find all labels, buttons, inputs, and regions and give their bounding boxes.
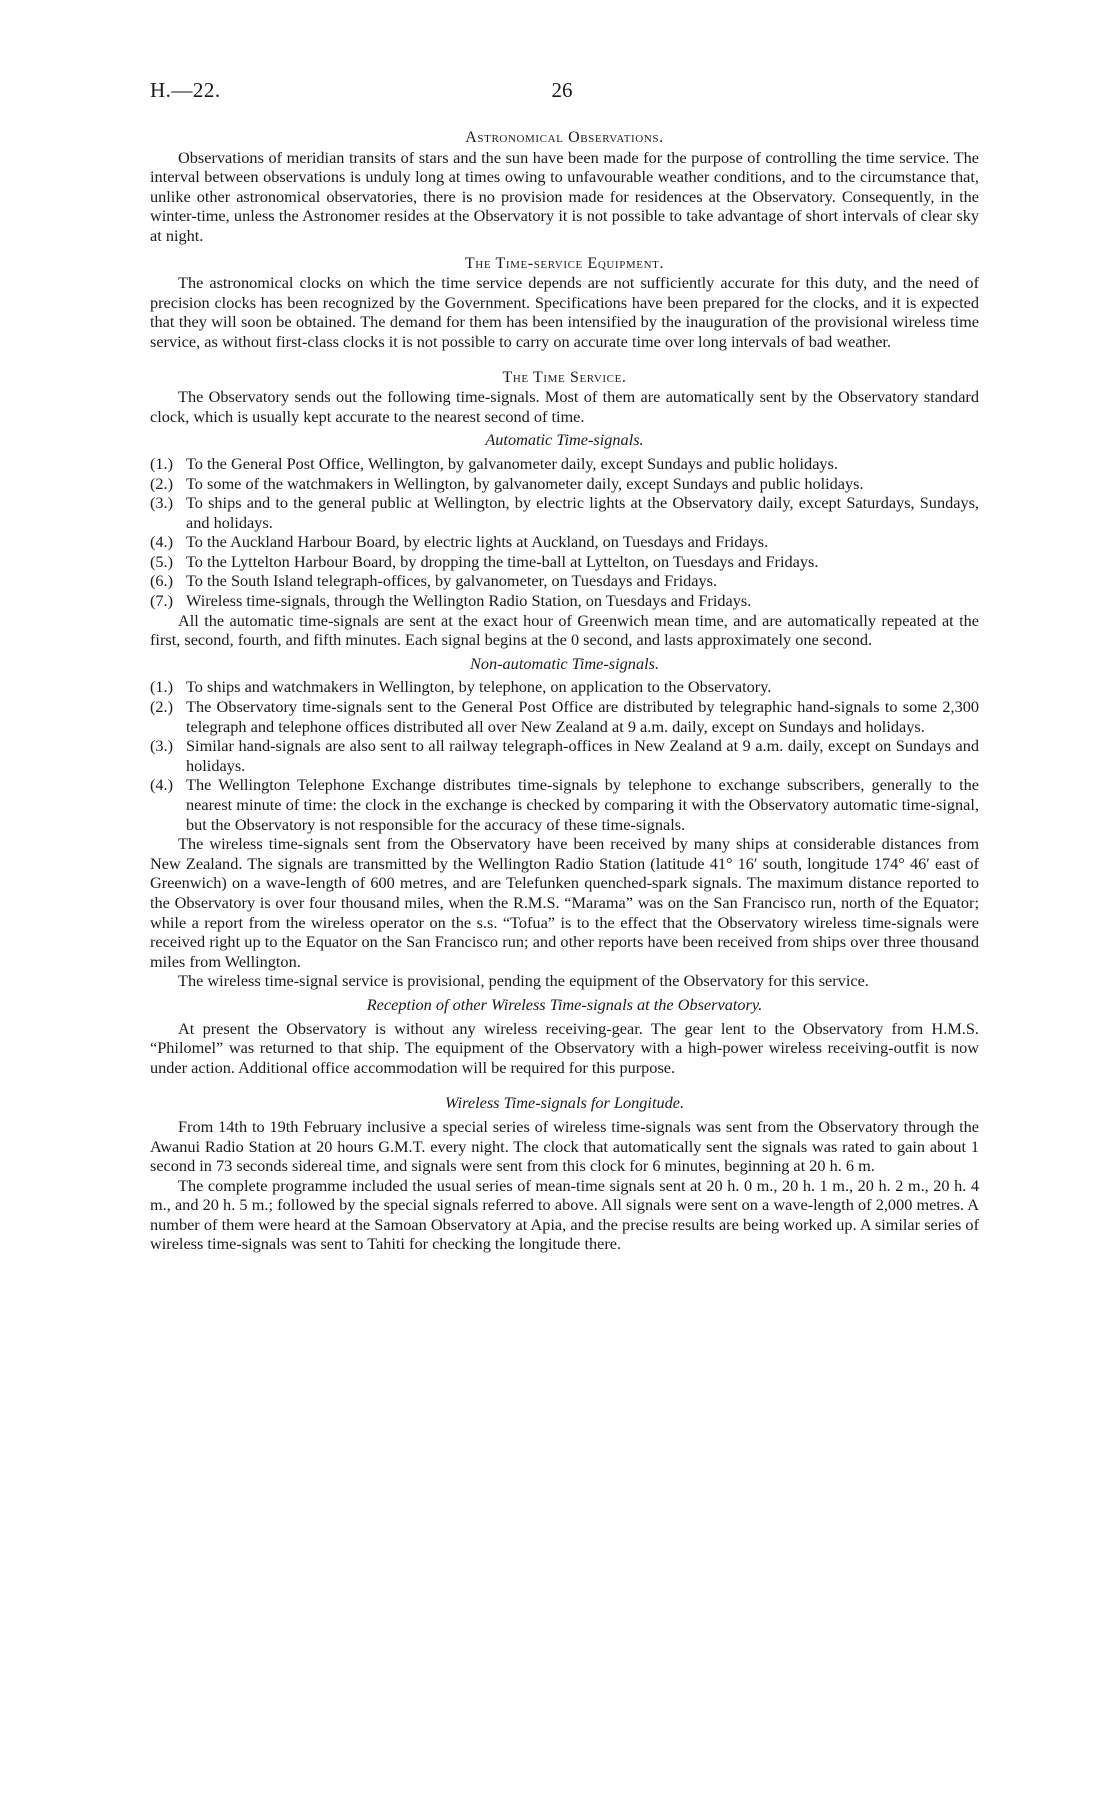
list-item-number: (4.) [150, 775, 174, 795]
list-item-text: To ships and to the general public at Wellington, by electric lights at the Observatory daily, except Saturdays, Sundays, and holidays. [186, 493, 979, 532]
subheading-automatic-time-signals: Automatic Time-signals. [485, 430, 644, 450]
list-item [150, 736, 979, 775]
list-item [150, 775, 979, 834]
list-item [150, 571, 979, 591]
list-item-number: (7.) [150, 591, 174, 611]
paragraph-automatic-closing: All the automatic time-signals are sent at the exact hour of Greenwich mean time, and are automatically repeated at the first, second, fourth, and fifth minutes. Each signal begins at the 0 second, and lasts approximately one second. [150, 610, 979, 650]
list-item-text: The Wellington Telephone Exchange distributes time-signals by telephone to exchange subscribers, generally to the nearest minute of time: the clock in the exchange is checked by comparing it with the Observatory automatic time-signal, but the Observatory is not responsible for the accuracy of these time-signals. [186, 775, 979, 834]
page-number: 26 [551, 78, 573, 102]
list-item-text: Similar hand-signals are also sent to all railway telegraph-offices in New Zealand at 9 a.m. daily, except on Sundays and holidays. [186, 736, 979, 775]
paragraph-wireless-reception-reports: The wireless time-signals sent from the Observatory have been received by many ships at considerable distances from New Zealand. The signals are transmitted by the Wellington Radio Station (latitude 41° 16′ south, longitude 174° 46′ east of Greenwich) on a wave-length of 600 metres, and are Telefunken quenched-spark signals. The maximum distance reported to the Observatory is over four thousand miles, when the R.M.S. “Marama” was on the San Francisco run, north of the Equator; while a report from the wireless operator on the s.s. “Tofua” is to the effect that the Observatory wireless time-signals were received right up to the Equator on the San Francisco run; and other reports have been received from ships over three thousand miles from Wellington. [150, 834, 979, 971]
paragraph-longitude-programme: The complete programme included the usual series of mean-time signals sent at 20 h. 0 m., 20 h. 1 m., 20 h. 2 m., 20 h. 4 m., and 20 h. 5 m.; followed by the special signals referred to above. All signals were sent on a wave-length of 2,000 metres. A number of them were heard at the Samoan Observatory at Apia, and the precise results are being worked up. A similar series of wireless time-signals was sent to Tahiti for checking the longitude there. [150, 1175, 979, 1254]
list-item [150, 532, 979, 552]
section-heading-time-service: The Time Service. [502, 368, 627, 386]
page-header [150, 78, 974, 104]
list-item [150, 677, 979, 697]
subheading-reception-other-signals: Reception of other Wireless Time-signals at the Observatory. [366, 994, 763, 1014]
subheading-wireless-longitude: Wireless Time-signals for Longitude. [444, 1093, 685, 1113]
list-item [150, 697, 979, 736]
list-item [150, 454, 979, 474]
list-item-number: (3.) [150, 493, 174, 513]
list-item [150, 552, 979, 572]
non-automatic-signals-list [150, 677, 979, 834]
paragraph-wireless-provisional: The wireless time-signal service is provisional, pending the equipment of the Observatory for this service. [178, 971, 869, 991]
automatic-signals-list [150, 454, 979, 611]
paragraph-reception: At present the Observatory is without any wireless receiving-gear. The gear lent to the Observatory from H.M.S. “Philomel” was returned to that ship. The equipment of the Observatory with a high-power wireless receiving-outfit is now under action. Additional office accommodation will be required for this purpose. [150, 1018, 979, 1077]
list-item [150, 591, 979, 611]
list-item [150, 474, 979, 494]
list-item-text: To some of the watchmakers in Wellington, by galvanometer daily, except Sundays and public holidays. [186, 473, 864, 493]
list-item-text: To the Auckland Harbour Board, by electric lights at Auckland, on Tuesdays and Fridays. [186, 532, 769, 552]
paragraph-astronomical-observations: Observations of meridian transits of stars and the sun have been made for the purpose of controlling the time service. The interval between observations is unduly long at times owing to unfavourable weather conditions, and to the circumstance that, unlike other astronomical observatories, there is no provision made for residences at the Observatory. Consequently, in the winter-time, unless the Astronomer resides at the Observatory it is not possible to take advantage of short intervals of clear sky at night. [150, 147, 979, 245]
list-item-text: To the South Island telegraph-offices, by galvanometer, on Tuesdays and Fridays. [186, 571, 718, 591]
subheading-non-automatic-time-signals: Non-automatic Time-signals. [469, 653, 660, 673]
list-item-text: To the General Post Office, Wellington, by galvanometer daily, except Sundays and public holidays. [186, 453, 838, 473]
list-item-number: (3.) [150, 736, 174, 756]
list-item-text: To the Lyttelton Harbour Board, by dropping the time-ball at Lyttelton, on Tuesdays and Fridays. [186, 551, 819, 571]
list-item-number: (5.) [150, 551, 174, 571]
paragraph-time-service-equipment: The astronomical clocks on which the time service depends are not sufficiently accurate for this duty, and the need of precision clocks has been recognized by the Government. Specifications have been prepared for the clocks, and it is expected that they will soon be obtained. The demand for them has been intensified by the inauguration of the provisional wireless time service, as without first-class clocks it is not possible to carry on accurate time over long intervals of bad weather. [150, 273, 979, 351]
list-item-number: (6.) [150, 571, 174, 591]
list-item-number: (1.) [150, 453, 174, 473]
section-heading-astronomical-observations: Astronomical Observations. [465, 129, 664, 146]
list-item-number: (4.) [150, 532, 174, 552]
list-item-text: To ships and watchmakers in Wellington, by telephone, on application to the Observatory. [186, 677, 772, 697]
list-item-number: (2.) [150, 697, 174, 717]
list-item-text: The Observatory time-signals sent to the General Post Office are distributed by telegraphic hand-signals to some 2,300 telegraph and telephone offices distributed all over New Zealand at 9 a.m. daily, except on Sundays and holidays. [186, 697, 979, 736]
paragraph-time-service-intro: The Observatory sends out the following time-signals. Most of them are automatically sent by the Observatory standard clock, which is usually kept accurate to the nearest second of time. [150, 387, 979, 426]
list-item-text: Wireless time-signals, through the Wellington Radio Station, on Tuesdays and Fridays. [186, 591, 752, 611]
paragraph-longitude-series: From 14th to 19th February inclusive a special series of wireless time-signals was sent from the Observatory through the Awanui Radio Station at 20 hours G.M.T. every night. The clock that automatically sent the signals was rated to gain about 1 second in 73 seconds sidereal time, and signals were sent from this clock for 6 minutes, beginning at 20 h. 6 m. [150, 1116, 979, 1176]
section-heading-time-service-equipment: The Time-service Equipment. [464, 254, 665, 272]
list-item-number: (2.) [150, 473, 174, 493]
list-item [150, 493, 979, 532]
list-item-number: (1.) [150, 677, 174, 697]
document-reference: H.—22. [150, 78, 221, 102]
page-body [150, 128, 979, 1254]
